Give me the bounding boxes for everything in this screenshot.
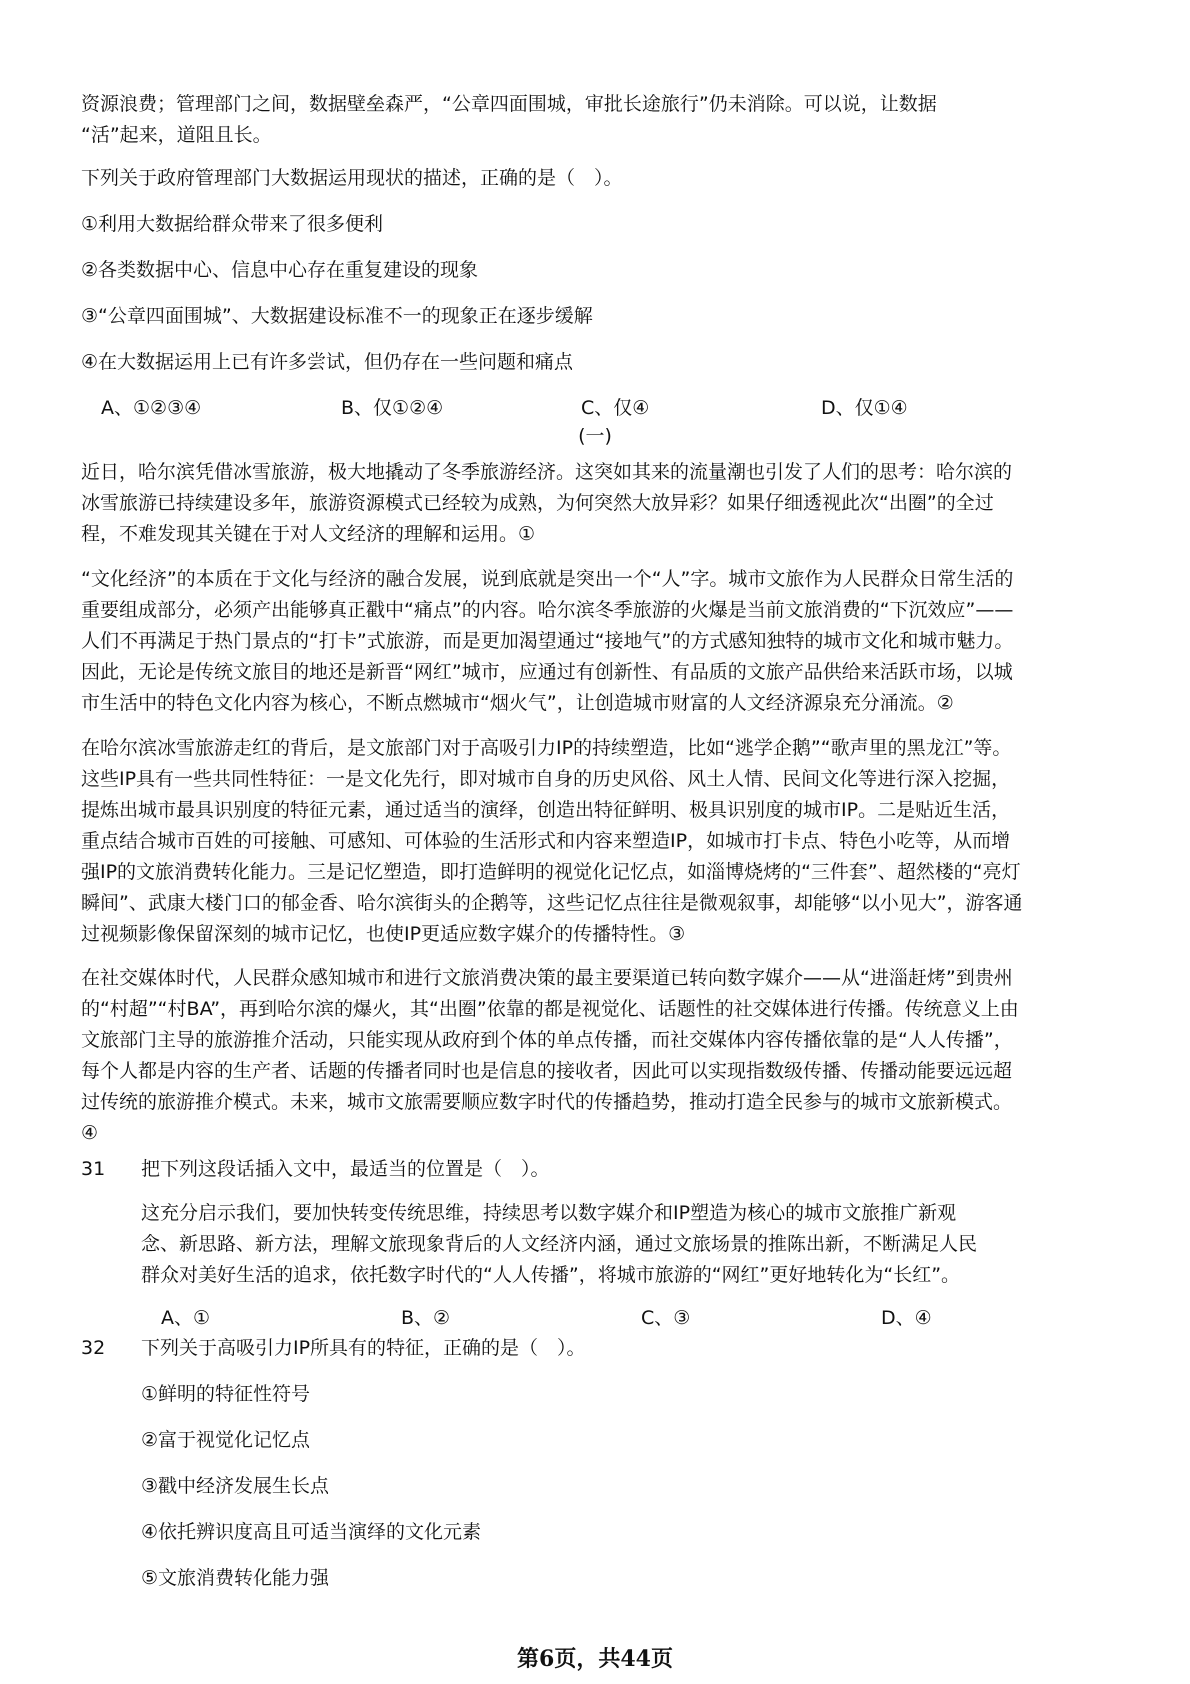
question-number: 32 <box>81 1337 106 1359</box>
text-line: 文旅部门主导的旅游推介活动，只能实现从政府到个体的单点传播，而社交媒体内容传播依靠的是“人人传播”， <box>81 1029 1013 1051</box>
text-line: 这些IP具有一些共同性特征：一是文化先行，即对城市自身的历史风俗、风土人情、民间文化等进行深入挖掘， <box>81 768 1011 790</box>
text-line: 提炼出城市最具识别度的特征元素，通过适当的演绎，创造出特征鲜明、极具识别度的城市IP。二是贴近生活， <box>81 799 1011 821</box>
prev-question-item: ③“公章四面围城”、大数据建设标准不一的现象正在逐步缓解 <box>81 305 593 327</box>
text-line: 群众对美好生活的追求，依托数字时代的“人人传播”，将城市旅游的“网红”更好地转化为“长红”。 <box>141 1264 961 1286</box>
text-line: 程，不难发现其关键在于对人文经济的理解和运用。① <box>81 523 536 545</box>
text-line: 资源浪费；管理部门之间，数据壁垒森严，“公章四面围城，审批长途旅行”仍未消除。可以说，让数据 <box>81 93 937 115</box>
text-line: 近日，哈尔滨凭借冰雪旅游，极大地撬动了冬季旅游经济。这突如其来的流量潮也引发了人们的思考：哈尔滨的 <box>81 461 1013 483</box>
text-line: 市生活中的特色文化内容为核心，不断点燃城市“烟火气”，让创造城市财富的人文经济源泉充分涌流。② <box>81 692 954 714</box>
intro-paragraph <box>81 89 1121 151</box>
option-c[interactable]: C、③ <box>641 1307 691 1329</box>
question-item: ②富于视觉化记忆点 <box>141 1429 311 1451</box>
text-line: 因此，无论是传统文旅目的地还是新晋“网红”城市，应通过有创新性、有品质的文旅产品供给来活跃市场，以城 <box>81 661 1013 683</box>
option-d[interactable]: D、④ <box>881 1307 932 1329</box>
question-stem: 把下列这段话插入文中，最适当的位置是（ ）。 <box>141 1158 550 1180</box>
option-a[interactable]: A、①②③④ <box>101 397 202 419</box>
prev-question-item: ①利用大数据给群众带来了很多便利 <box>81 213 384 235</box>
section-title: (一) <box>578 425 612 447</box>
text-line: 重点结合城市百姓的可接触、可感知、可体验的生活形式和内容来塑造IP，如城市打卡点、特色小吃等，从而增 <box>81 830 1011 852</box>
passage-paragraph-4 <box>81 963 1121 1149</box>
prev-question-item: ④在大数据运用上已有许多尝试，但仍存在一些问题和痛点 <box>81 351 574 373</box>
text-line: 这充分启示我们，要加快转变传统思维，持续思考以数字媒介和IP塑造为核心的城市文旅推广新观 <box>141 1202 957 1224</box>
text-line: ④ <box>81 1122 99 1144</box>
prev-question-stem: 下列关于政府管理部门大数据运用现状的描述，正确的是（ ）。 <box>81 167 623 189</box>
text-line: 重要组成部分，必须产出能够真正戳中“痛点”的内容。哈尔滨冬季旅游的火爆是当前文旅消费的“下沉效应”—— <box>81 599 1014 621</box>
passage-paragraph-1 <box>81 457 1121 550</box>
text-line: 瞬间”、武康大楼门口的郁金香、哈尔滨街头的企鹅等，这些记忆点往往是微观叙事，却能够“以小见大”，游客通 <box>81 892 1023 914</box>
question-stem: 下列关于高吸引力IP所具有的特征，正确的是（ ）。 <box>141 1337 586 1359</box>
question-item: ④依托辨识度高且可适当演绎的文化元素 <box>141 1521 482 1543</box>
text-line: 冰雪旅游已持续建设多年，旅游资源模式已经较为成熟，为何突然大放异彩？如果仔细透视此次“出圈”的全过 <box>81 492 994 514</box>
question-quote <box>141 1198 1121 1291</box>
text-line: 人们不再满足于热门景点的“打卡”式旅游，而是更加渴望通过“接地气”的方式感知独特的城市文化和城市魅力。 <box>81 630 1014 652</box>
question-options <box>0 1305 1190 1331</box>
option-b[interactable]: B、② <box>401 1307 451 1329</box>
text-line: 念、新思路、新方法，理解文旅现象背后的人文经济内涵，通过文旅场景的推陈出新，不断满足人民 <box>141 1233 978 1255</box>
option-a[interactable]: A、① <box>161 1307 211 1329</box>
prev-question-item: ②各类数据中心、信息中心存在重复建设的现象 <box>81 259 479 281</box>
option-d[interactable]: D、仅①④ <box>821 397 908 419</box>
text-line: 每个人都是内容的生产者、话题的传播者同时也是信息的接收者，因此可以实现指数级传播、传播动能要远远超 <box>81 1060 1013 1082</box>
text-line: 在哈尔滨冰雪旅游走红的背后，是文旅部门对于高吸引力IP的持续塑造，比如“逃学企鹅”“歌声里的黑龙江”等。 <box>81 737 1012 759</box>
text-line: 强IP的文旅消费转化能力。三是记忆塑造，即打造鲜明的视觉化记忆点，如淄博烧烤的“三件套”、超然楼的“亮灯 <box>81 861 1021 883</box>
question-item: ①鲜明的特征性符号 <box>141 1383 311 1405</box>
question-number: 31 <box>81 1158 106 1180</box>
text-line: 过视频影像保留深刻的城市记忆，也使IP更适应数字媒介的传播特性。③ <box>81 923 686 945</box>
text-line: 的“村超”“村BA”，再到哈尔滨的爆火，其“出圈”依靠的都是视觉化、话题性的社交媒体进行传播。传统意义上由 <box>81 998 1019 1020</box>
passage-paragraph-2 <box>81 564 1121 719</box>
text-line: “活”起来，道阻且长。 <box>81 124 272 146</box>
question-item: ⑤文旅消费转化能力强 <box>141 1567 330 1589</box>
page-footer: 第6页，共44页 <box>517 1646 673 1672</box>
passage-paragraph-3 <box>81 733 1121 950</box>
option-b[interactable]: B、仅①②④ <box>341 397 444 419</box>
option-c[interactable]: C、仅④ <box>581 397 650 419</box>
text-line: 过传统的旅游推介模式。未来，城市文旅需要顺应数字时代的传播趋势，推动打造全民参与的城市文旅新模式。 <box>81 1091 1013 1113</box>
question-item: ③戳中经济发展生长点 <box>141 1475 330 1497</box>
prev-question-options <box>0 395 1190 421</box>
text-line: “文化经济”的本质在于文化与经济的融合发展，说到底就是突出一个“人”字。城市文旅作为人民群众日常生活的 <box>81 568 1014 590</box>
text-line: 在社交媒体时代，人民群众感知城市和进行文旅消费决策的最主要渠道已转向数字媒介——从“进淄赶烤”到贵州 <box>81 967 1013 989</box>
